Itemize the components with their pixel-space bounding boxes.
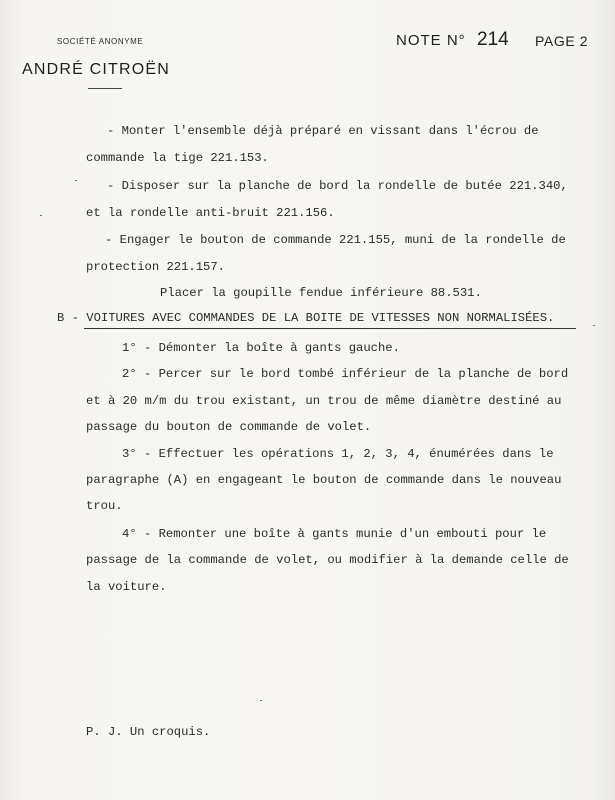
paper-speck (260, 700, 262, 701)
step-line: paragraphe (A) en engageant le bouton de commande dans le nouveau (86, 473, 562, 487)
step-line: passage de la commande de volet, ou modifier à la demande celle de (86, 553, 569, 567)
step-line: 4° - Remonter une boîte à gants munie d'un embouti pour le (122, 527, 547, 541)
body-line: et la rondelle anti-bruit 221.156. (86, 206, 335, 220)
body-line: - Monter l'ensemble déjà préparé en vissant dans l'écrou de (107, 124, 539, 138)
brand-underline (88, 88, 122, 89)
page-label: PAGE 2 (535, 33, 589, 49)
body-line: - Disposer sur la planche de bord la rondelle de butée 221.340, (107, 179, 568, 193)
note-number: 214 (477, 29, 509, 50)
step-line: trou. (86, 499, 123, 513)
step-line: passage du bouton de commande de volet. (86, 420, 372, 434)
company-type: SOCIÉTÉ ANONYME (57, 37, 144, 46)
attachment-note: P. J. Un croquis. (86, 725, 211, 739)
step-line: la voiture. (86, 580, 167, 594)
paper-speck (593, 325, 595, 326)
paper-speck (75, 180, 77, 181)
section-b-underline (84, 328, 576, 329)
step-line: 2° - Percer sur le bord tombé inférieur de la planche de bord (122, 367, 569, 381)
step-line: 3° - Effectuer les opérations 1, 2, 3, 4, énumérées dans le (122, 447, 554, 461)
body-line: - Engager le bouton de commande 221.155, muni de la rondelle de (105, 233, 566, 247)
body-line: commande la tige 221.153. (86, 151, 269, 165)
body-line: protection 221.157. (86, 260, 225, 274)
company-brand: ANDRÉ CITROËN (22, 61, 171, 78)
step-line: et à 20 m/m du trou existant, un trou de même diamètre destiné au (86, 394, 562, 408)
note-label: NOTE N° (396, 32, 466, 49)
body-line: Placer la goupille fendue inférieure 88.531. (160, 286, 482, 300)
paper-speck (40, 215, 42, 216)
section-b-title: B - VOITURES AVEC COMMANDES DE LA BOITE DE VITESSES NON NORMALISÉES. (57, 311, 555, 325)
step-line: 1° - Démonter la boîte à gants gauche. (122, 341, 400, 355)
